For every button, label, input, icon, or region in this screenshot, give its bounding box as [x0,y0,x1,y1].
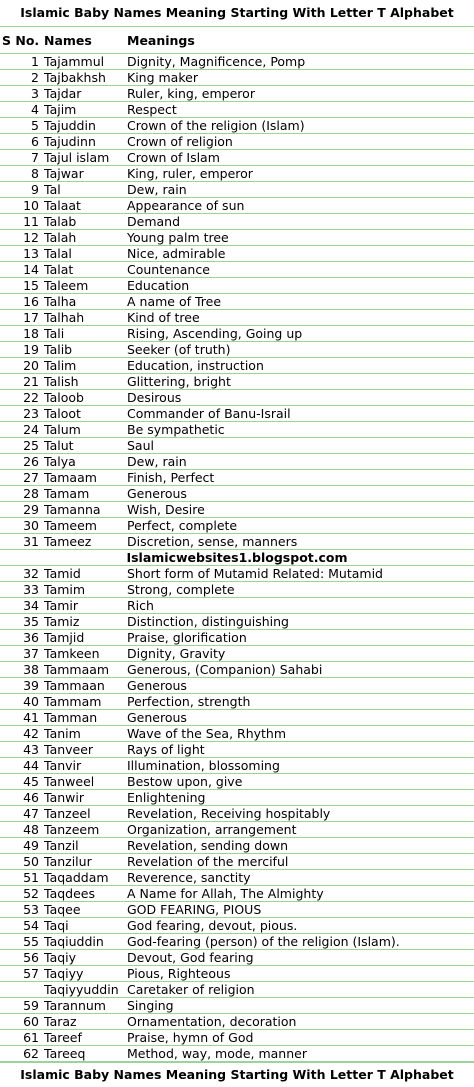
cell-name: Talish [42,374,125,390]
cell-name: Talah [42,230,125,246]
table-row [0,182,474,198]
cell-name: Tareef [42,1030,125,1046]
cell-name: Tamaam [42,470,125,486]
cell-meaning: Generous [125,710,474,726]
cell-name: Talhah [42,310,125,326]
cell-meaning: Respect [125,102,474,118]
cell-meaning: Rich [125,598,474,614]
cell-meaning: Perfection, strength [125,694,474,710]
cell-sno: 3 [0,86,42,102]
cell-meaning: Strong, complete [125,582,474,598]
cell-sno: 38 [0,662,42,678]
cell-meaning: Pious, Righteous [125,966,474,982]
cell-sno: 18 [0,326,42,342]
cell-meaning: Finish, Perfect [125,470,474,486]
cell-sno: 56 [0,950,42,966]
table-row [0,70,474,86]
footer-title: Islamic Baby Names Meaning Starting With Letter T Alphabet [0,1062,474,1087]
table-row [0,758,474,774]
table-row [0,646,474,662]
cell-name: Talal [42,246,125,262]
cell-name: Tajim [42,102,125,118]
cell-name: Tamkeen [42,646,125,662]
cell-sno: 61 [0,1030,42,1046]
cell-sno: 22 [0,390,42,406]
cell-sno: 5 [0,118,42,134]
table-row [0,134,474,150]
table-row [0,870,474,886]
cell-meaning: Short form of Mutamid Related: Mutamid [125,566,474,582]
cell-meaning: Discretion, sense, manners [125,534,474,550]
cell-sno: 55 [0,934,42,950]
table-row [0,710,474,726]
cell-meaning: Kind of tree [125,310,474,326]
cell-meaning: Education, instruction [125,358,474,374]
cell-meaning: Young palm tree [125,230,474,246]
cell-name: Tamim [42,582,125,598]
table-row [0,806,474,822]
table-row [0,422,474,438]
cell-name: Taqee [42,902,125,918]
cell-meaning: Perfect, complete [125,518,474,534]
cell-sno: 25 [0,438,42,454]
cell-meaning: Revelation, sending down [125,838,474,854]
cell-name: Taqi [42,918,125,934]
table-row [0,326,474,342]
cell-name: Tajul islam [42,150,125,166]
cell-meaning: King, ruler, emperor [125,166,474,182]
cell-meaning: Generous, (Companion) Sahabi [125,662,474,678]
table-body-part-2 [0,566,474,1062]
cell-sno: 27 [0,470,42,486]
table-row [0,982,474,998]
table-row [0,502,474,518]
cell-name: Tammaan [42,678,125,694]
table-row [0,582,474,598]
cell-meaning: Devout, God fearing [125,950,474,966]
cell-meaning: Generous [125,486,474,502]
cell-name: Taloob [42,390,125,406]
table-row [0,166,474,182]
table-row [0,822,474,838]
cell-name: Taqiuddin [42,934,125,950]
cell-meaning: Ornamentation, decoration [125,1014,474,1030]
cell-sno: 15 [0,278,42,294]
table-row [0,1030,474,1046]
cell-meaning: God fearing, devout, pious. [125,918,474,934]
cell-sno: 16 [0,294,42,310]
cell-name: Tamman [42,710,125,726]
table-row [0,278,474,294]
table-row [0,838,474,854]
table-body-part-1 [0,54,474,550]
cell-sno: 49 [0,838,42,854]
table-row [0,598,474,614]
cell-meaning: Seeker (of truth) [125,342,474,358]
cell-meaning: A Name for Allah, The Almighty [125,886,474,902]
cell-name: Taqiyy [42,966,125,982]
cell-name: Talab [42,214,125,230]
table-row [0,262,474,278]
cell-name: Tajammul [42,54,125,70]
cell-sno: 12 [0,230,42,246]
cell-name: Tamanna [42,502,125,518]
cell-meaning: Bestow upon, give [125,774,474,790]
cell-sno: 31 [0,534,42,550]
cell-meaning: Crown of religion [125,134,474,150]
cell-sno: 13 [0,246,42,262]
cell-sno: 26 [0,454,42,470]
cell-meaning: Rising, Ascending, Going up [125,326,474,342]
cell-sno: 9 [0,182,42,198]
cell-sno: 17 [0,310,42,326]
cell-meaning: Wave of the Sea, Rhythm [125,726,474,742]
table-row [0,678,474,694]
cell-meaning: GOD FEARING, PIOUS [125,902,474,918]
table-row [0,230,474,246]
cell-name: Taqiy [42,950,125,966]
cell-meaning: Appearance of sun [125,198,474,214]
cell-name: Tajbakhsh [42,70,125,86]
cell-name: Tajuddin [42,118,125,134]
table-row [0,310,474,326]
cell-meaning: God-fearing (person) of the religion (Islam). [125,934,474,950]
page-title: Islamic Baby Names Meaning Starting With Letter T Alphabet [0,0,474,26]
header-meanings: Meanings [125,27,474,54]
names-table [0,26,474,1062]
cell-name: Tarannum [42,998,125,1014]
cell-sno: 41 [0,710,42,726]
cell-sno: 8 [0,166,42,182]
cell-meaning: Method, way, mode, manner [125,1046,474,1062]
table-row [0,694,474,710]
cell-sno: 53 [0,902,42,918]
cell-name: Taraz [42,1014,125,1030]
cell-sno: 7 [0,150,42,166]
table-row [0,294,474,310]
cell-name: Talib [42,342,125,358]
cell-meaning: Education [125,278,474,294]
cell-sno: 37 [0,646,42,662]
table-row [0,438,474,454]
cell-name: Tamjid [42,630,125,646]
cell-meaning: Crown of the religion (Islam) [125,118,474,134]
cell-sno: 54 [0,918,42,934]
cell-meaning: Commander of Banu-Israil [125,406,474,422]
cell-name: Taleem [42,278,125,294]
table-row [0,886,474,902]
table-row [0,214,474,230]
cell-sno: 1 [0,54,42,70]
table-row [0,774,474,790]
header-sno: S No. [0,27,42,54]
cell-name: Tanzeel [42,806,125,822]
table-row [0,342,474,358]
cell-sno: 34 [0,598,42,614]
cell-name: Tajwar [42,166,125,182]
cell-name: Talaat [42,198,125,214]
header-row [0,27,474,54]
cell-meaning: Ruler, king, emperor [125,86,474,102]
cell-name: Taqdees [42,886,125,902]
banner-row [0,550,474,566]
table-row [0,726,474,742]
table-row [0,742,474,758]
header-names: Names [42,27,125,54]
table-row [0,662,474,678]
cell-name: Tali [42,326,125,342]
cell-sno: 42 [0,726,42,742]
table-row [0,406,474,422]
cell-meaning: Rays of light [125,742,474,758]
cell-meaning: Generous [125,678,474,694]
table-row [0,966,474,982]
cell-sno: 47 [0,806,42,822]
cell-name: Tanzil [42,838,125,854]
table-row [0,534,474,550]
cell-name: Talim [42,358,125,374]
cell-name: Tammam [42,694,125,710]
website-banner: Islamicwebsites1.blogspot.com [0,550,474,566]
cell-meaning: Singing [125,998,474,1014]
table-row [0,934,474,950]
cell-sno: 44 [0,758,42,774]
cell-name: Tanwir [42,790,125,806]
table-row [0,358,474,374]
cell-sno: 43 [0,742,42,758]
cell-name: Tameem [42,518,125,534]
cell-name: Talut [42,438,125,454]
cell-sno: 20 [0,358,42,374]
cell-name: Tajudinn [42,134,125,150]
cell-sno: 2 [0,70,42,86]
cell-meaning: Dignity, Magnificence, Pomp [125,54,474,70]
cell-sno: 23 [0,406,42,422]
cell-meaning: King maker [125,70,474,86]
cell-meaning: Countenance [125,262,474,278]
cell-sno: 30 [0,518,42,534]
table-row [0,998,474,1014]
cell-name: Taqiyyuddin [42,982,125,998]
cell-sno: 14 [0,262,42,278]
cell-meaning: Dew, rain [125,454,474,470]
table-row [0,1014,474,1030]
cell-sno: 4 [0,102,42,118]
cell-sno: 45 [0,774,42,790]
table-row [0,854,474,870]
table-row [0,614,474,630]
cell-sno: 40 [0,694,42,710]
table-row [0,1046,474,1062]
cell-sno: 59 [0,998,42,1014]
cell-name: Tameez [42,534,125,550]
table-row [0,198,474,214]
cell-meaning: Organization, arrangement [125,822,474,838]
cell-name: Tal [42,182,125,198]
table-row [0,390,474,406]
cell-sno: 48 [0,822,42,838]
table-row [0,454,474,470]
cell-name: Tamiz [42,614,125,630]
cell-meaning: A name of Tree [125,294,474,310]
table-row [0,86,474,102]
cell-sno: 36 [0,630,42,646]
banner-section [0,550,474,566]
cell-meaning: Glittering, bright [125,374,474,390]
cell-meaning: Saul [125,438,474,454]
cell-meaning: Crown of Islam [125,150,474,166]
cell-name: Talha [42,294,125,310]
table-row [0,790,474,806]
table-row [0,566,474,582]
cell-sno: 51 [0,870,42,886]
cell-name: Taqaddam [42,870,125,886]
table-row [0,902,474,918]
table-row [0,630,474,646]
cell-meaning: Caretaker of religion [125,982,474,998]
table-row [0,118,474,134]
cell-sno: 29 [0,502,42,518]
cell-name: Tanvir [42,758,125,774]
cell-name: Tanzilur [42,854,125,870]
cell-sno: 6 [0,134,42,150]
cell-meaning: Enlightening [125,790,474,806]
table-row [0,918,474,934]
cell-name: Tanim [42,726,125,742]
cell-sno: 50 [0,854,42,870]
cell-sno: 21 [0,374,42,390]
cell-meaning: Demand [125,214,474,230]
cell-sno: 57 [0,966,42,982]
cell-name: Talat [42,262,125,278]
cell-sno: 32 [0,566,42,582]
cell-meaning: Praise, hymn of God [125,1030,474,1046]
table-row [0,102,474,118]
cell-meaning: Dignity, Gravity [125,646,474,662]
cell-name: Talum [42,422,125,438]
cell-sno: 19 [0,342,42,358]
cell-name: Tanveer [42,742,125,758]
cell-sno: 46 [0,790,42,806]
cell-sno: 28 [0,486,42,502]
cell-meaning: Be sympathetic [125,422,474,438]
table-row [0,486,474,502]
cell-sno: 52 [0,886,42,902]
cell-meaning: Reverence, sanctity [125,870,474,886]
cell-sno: 33 [0,582,42,598]
cell-name: Talya [42,454,125,470]
cell-meaning: Nice, admirable [125,246,474,262]
cell-sno: 11 [0,214,42,230]
cell-meaning: Revelation of the merciful [125,854,474,870]
cell-meaning: Illumination, blossoming [125,758,474,774]
cell-name: Tamam [42,486,125,502]
cell-meaning: Praise, glorification [125,630,474,646]
cell-name: Tareeq [42,1046,125,1062]
cell-meaning: Desirous [125,390,474,406]
cell-sno: 24 [0,422,42,438]
cell-meaning: Revelation, Receiving hospitably [125,806,474,822]
cell-name: Tamid [42,566,125,582]
table-row [0,518,474,534]
table-row [0,246,474,262]
cell-name: Tanweel [42,774,125,790]
cell-sno [0,982,42,998]
cell-name: Tamir [42,598,125,614]
cell-sno: 39 [0,678,42,694]
cell-meaning: Dew, rain [125,182,474,198]
cell-name: Taloot [42,406,125,422]
cell-meaning: Wish, Desire [125,502,474,518]
cell-name: Tammaam [42,662,125,678]
table-row [0,374,474,390]
table-row [0,54,474,70]
cell-sno: 10 [0,198,42,214]
cell-name: Tanzeem [42,822,125,838]
cell-sno: 35 [0,614,42,630]
cell-name: Tajdar [42,86,125,102]
table-row [0,950,474,966]
cell-sno: 60 [0,1014,42,1030]
table-row [0,470,474,486]
cell-meaning: Distinction, distinguishing [125,614,474,630]
cell-sno: 62 [0,1046,42,1062]
table-row [0,150,474,166]
